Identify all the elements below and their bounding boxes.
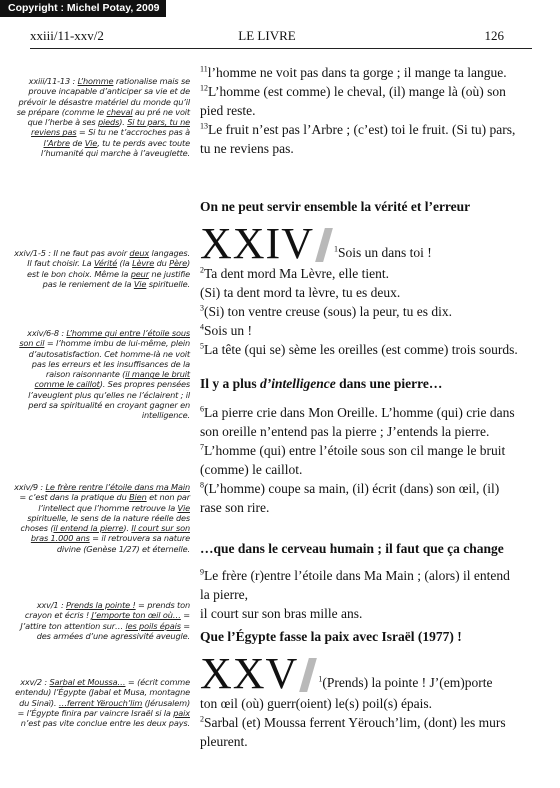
- margin-note-xxiv-9: xxiv/9 : Le frère rentre l’étoile dans ma Main = c’est dans la pratique du Bien et non par l’intellect que l’homme retrouve la Vie spirituelle, le sens de la nature réelle des choses (il entend la pierre). Il court sur son bras 1.000 ans = il retrouvera sa nature divine (Genèse 1/27) et éternelle.: [14, 482, 190, 554]
- verse-xxiv-2b: (Si) ta dent mord ta lèvre, tu es deux.: [200, 285, 401, 300]
- verse-xxv-2: $^2$Sarbal (et) Moussa ferrent Yërouch’lim, (dont) les murs pleurent.: [200, 714, 506, 749]
- page-number: 126: [484, 28, 504, 43]
- verse-xxiv-5: $^5$La tête (qui se) sème les oreilles (est comme) trois sourds.: [200, 341, 518, 357]
- section-heading-brain: …que dans le cerveau humain ; il faut que ça change: [200, 541, 504, 556]
- verse-xxiv-7: $^7$L’homme (qui) entre l’étoile sous son cil mange le bruit (comme) le caillot.: [200, 442, 506, 477]
- verses-xxiii: [200, 63, 520, 158]
- chapter-xxv: [200, 649, 520, 751]
- header-reference: xxiii/11-xxv/2: [30, 28, 104, 43]
- chapter-xxv-opening: XXV $^1$(Prends) la pointe ! J’(em)porte: [200, 649, 493, 698]
- verse-xxiv-9b: il court sur son bras mille ans.: [200, 606, 363, 621]
- verse-xxiii-11: $^{11}$l’homme ne voit pas dans ta gorge ; il mange ta langue.: [200, 64, 507, 80]
- verses-xxiv-6-8: [200, 403, 520, 517]
- chapter-slash-mark: [299, 658, 317, 692]
- section-heading-intelligence: Il y a plus d’intelligence dans une pierre…: [200, 376, 443, 391]
- header-title: LE LIVRE: [238, 28, 296, 43]
- verse-xxiv-3: $^3$(Si) ton ventre creuse (sous) la peur, tu es dix.: [200, 303, 453, 319]
- verse-xxv-1b: ton œil (où) guerr(oient) le(s) poil(s) épais.: [200, 696, 433, 711]
- margin-note-xxiii-11-13: xxiii/11-13 : L’homme rationalise mais se prouve incapable d’anticiper sa vie et de prévoir le désastre matériel du monde qu’il se prépare (comme le cheval au pré ne voit que l’herbe à ses pieds). Si tu pars, tu ne reviens pas = Si tu ne t’accroches pas à l’Arbre de Vie, tu te perds avec toute l’humanité qui marche à l’aveuglette.: [16, 76, 190, 159]
- page-header: [30, 28, 504, 48]
- margin-note-xxv-2: xxv/2 : Sarbal et Moussa… = (écrit comme entendu) l’Égypte (Jabal et Musa, montagne du Sinaï). …ferrent Yërouch’lim (Jérusalem) = l’Égypte finira par vaincre Israël si la paix n’est pas vite conclue entre les deux pays.: [15, 677, 190, 729]
- margin-note-xxiv-1-5: xxiv/1-5 : Il ne faut pas avoir deux langages. Il faut choisir. La Vérité (la Lèvre du Père) est le bon choix. Même la peur ne justifie pas le reniement de la Vie spirituelle.: [14, 248, 190, 289]
- section-heading-truth: On ne peut servir ensemble la vérité et l’erreur: [200, 199, 471, 214]
- section-heading-egypt: Que l’Égypte fasse la paix avec Israël (1977) !: [200, 629, 462, 644]
- copyright-banner: Copyright : Michel Potay, 2009: [0, 0, 166, 17]
- verse-xxiv-4: $^4$Sois un !: [200, 322, 253, 338]
- verse-xxiv-8: $^8$(L’homme) coupe sa main, (il) écrit (dans) son œil, (il) rase son rire.: [200, 480, 500, 515]
- verse-xxiv-6: $^6$La pierre crie dans Mon Oreille. L’homme (qui) crie dans son oreille n’entend pas la pierre ; J’entends la pierre.: [200, 404, 515, 439]
- verse-xxiv-2: $^2$Ta dent mord Ma Lèvre, elle tient.: [200, 265, 389, 281]
- chapter-xxiv: [200, 219, 520, 359]
- margin-note-xxiv-6-8: xxiv/6-8 : L’homme qui entre l’étoile sous son cil = l’homme imbu de lui-même, plein d’autosatisfaction. Cet homme-là ne voit pas les erreurs et les insuffisances de la raison raisonnante (il mange le bruit comme le caillot). Ses propres pensées l’aveuglent plus qu’elles ne l’éclairent ; il perd sa spiritualité en croyant gagner en intelligence.: [19, 328, 190, 421]
- verse-xxiii-13: $^{13}$Le fruit n’est pas l’Arbre ; (c’est) toi le fruit. (Si tu) pars, tu ne reviens pas.: [200, 121, 516, 156]
- verse-xxiv-9-block: [200, 566, 520, 623]
- chapter-xxiv-title: XXIV: [200, 219, 314, 268]
- chapter-xxiv-opening: XXIV $^1$Sois un dans toi !: [200, 219, 432, 268]
- chapter-slash-mark: [315, 228, 333, 262]
- chapter-xxv-title: XXV: [200, 649, 299, 698]
- verse-xxiii-12: $^{12}$L’homme (est comme) le cheval, (il) mange là (où) son pied reste.: [200, 83, 506, 118]
- header-rule: [30, 48, 532, 49]
- verse-xxiv-9: $^9$Le frère (r)entre l’étoile dans Ma Main ; (alors) il entend la pierre,: [200, 567, 510, 602]
- margin-note-xxv-1: xxv/1 : Prends la pointe ! = prends ton crayon et écris ! J’emporte ton œil où… = J’attire ton attention sur… les poils épais = des armées d’une agressivité aveugle.: [20, 600, 190, 641]
